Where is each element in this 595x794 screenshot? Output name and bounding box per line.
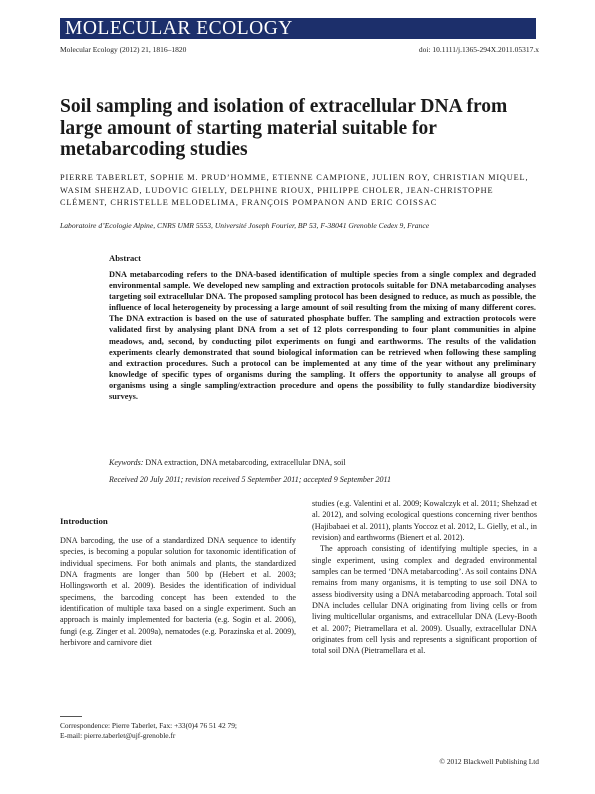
keywords-list: DNA extraction, DNA metabarcoding, extracellular DNA, soil (145, 458, 346, 467)
introduction-heading: Introduction (60, 516, 108, 526)
footnote-divider (60, 716, 82, 717)
received-dates: Received 20 July 2011; revision received 5 September 2011; accepted 9 September 2011 (109, 475, 391, 484)
abstract-heading: Abstract (109, 253, 141, 263)
journal-name: MOLECULAR ECOLOGY (65, 18, 293, 39)
correspondence-note (60, 721, 296, 741)
body-paragraph: The approach consisting of identifying multiple species, in a single experiment, using complex and degraded environmental samples can be termed ‘DNA metabarcoding’. As soil contains DNA remains from many organisms, it is tempting to use soil DNA to assess biodiversity using a DNA metabarcoding approach. Total soil DNA includes cellular DNA originating from living cells or from living multicellular organisms, and extracellular DNA (Levy-Booth et al. 2007; Pietramellara et al. 2009). Usually, extracellular DNA originates from cell lysis and represents a significant proportion of total soil DNA (Pietramellara et al. (312, 544, 537, 656)
body-paragraph-continued: studies (e.g. Valentini et al. 2009; Kowalczyk et al. 2011; Shehzad et al. 2012), and solving ecological questions concerning river benthos (Hajibabaei et al. 2011), plants Yoccoz et al. 2012, L. Gielly, et al., in revision) and earthworms (Bienert et al. 2012). (312, 499, 537, 543)
copyright: © 2012 Blackwell Publishing Ltd (439, 757, 539, 766)
article-title: Soil sampling and isolation of extracellular DNA from large amount of starting material suitable for metabarcoding studies (60, 96, 508, 160)
right-column (312, 498, 537, 657)
introduction-paragraph: DNA barcoding, the use of a standardized DNA sequence to identify species, is becoming a popular solution for taxonomic identification of individual specimens. For both animals and plants, the standardized DNA fragments are longer than 500 bp (Hebert et al. 2003; Hollingsworth et al. 2009). Besides the identification of individual specimens, the barcoding concept has been extended to the identification of multiple taxa based on a single experiment. Such an approach is mainly implemented for bacteria (e.g. Sogin et al. 2006), fungi (e.g. Zinger et al. 2009a), nematodes (e.g. Porazinska et al. 2009), herbivore and carnivore diet (60, 536, 296, 648)
affiliation: Laboratoire d’Ecologie Alpine, CNRS UMR 5553, Université Joseph Fourier, BP 53, F-38041 Grenoble Cedex 9, France (60, 221, 430, 230)
correspondence-email[interactable]: E-mail: pierre.taberlet@ujf-grenoble.fr (60, 731, 176, 741)
keywords (109, 458, 536, 468)
keywords-label: Keywords: (109, 458, 144, 467)
journal-banner (60, 18, 536, 39)
correspondence-line: Correspondence: Pierre Taberlet, Fax: +33(0)4 76 51 42 79; (60, 721, 237, 730)
doi[interactable]: doi: 10.1111/j.1365-294X.2011.05317.x (418, 45, 539, 54)
abstract-text: DNA metabarcoding refers to the DNA-based identification of multiple species from a single complex and degraded environmental sample. We developed new sampling and extraction protocols suitable for DNA metabarcoding analyses targeting soil extracellular DNA. The proposed sampling protocol has been designed to reduce, as much as possible, the influence of local heterogeneity by processing a large amount of soil resulting from the mixing of many different cores. The DNA extraction is based on the use of saturated phosphate buffer. The sampling and extraction protocols were validated first by analysing plant DNA from a set of 12 plots corresponding to four plant communities in alpine meadows, and, second, by conducting pilot experiments on fungi and earthworms. The results of the validation experiments clearly demonstrated that sound biological information can be retrieved when following these sampling and extraction procedures. Such a protocol can be implemented at any time of the year without any preliminary knowledge of specific types of organisms during the sampling. It offers the opportunity to analyse all groups of organisms using a single sampling/extraction procedure and opens the possibility to fully standardize biodiversity surveys. (109, 270, 536, 402)
citation: Molecular Ecology (2012) 21, 1816–1820 (60, 45, 187, 54)
author-list: PIERRE TABERLET, SOPHIE M. PRUD’HOMME, ETIENNE CAMPIONE, JULIEN ROY, CHRISTIAN MIQUEL, WASIM SHEHZAD, LUDOVIC GIELLY, DELPHINE RIOUX, PHILIPPE CHOLER, JEAN-CHRISTOPHE CLÉMENT, CHRISTELLE MELODELIMA, FRANÇOIS POMPANON AND ERIC COISSAC (60, 173, 529, 208)
